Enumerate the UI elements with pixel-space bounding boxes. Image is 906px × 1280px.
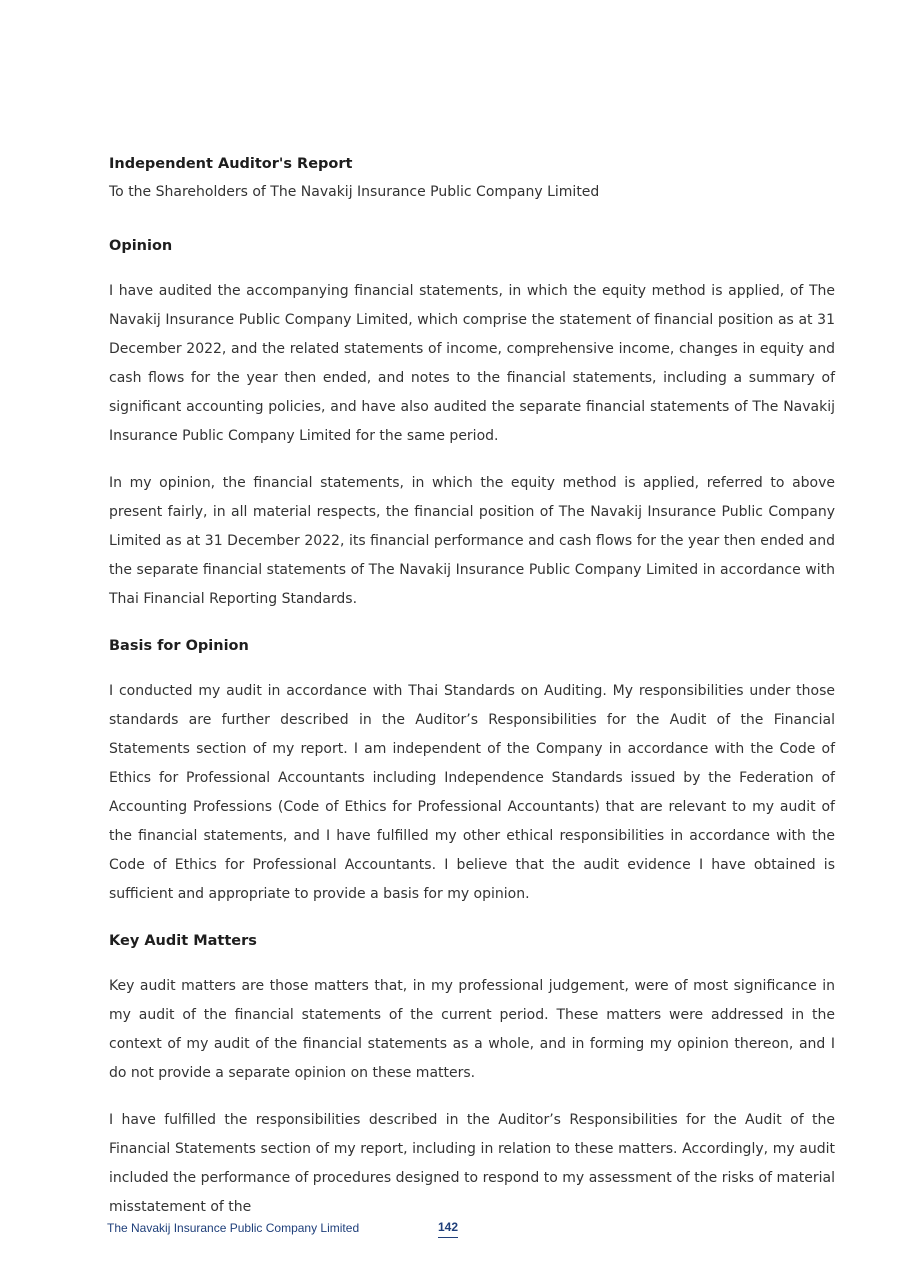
basis-heading: Basis for Opinion [109,638,249,654]
opinion-heading: Opinion [109,238,173,254]
opinion-paragraph-1: I have audited the accompanying financial statements, in which the equity method is applied, of The Navakij Insurance Public Company Limited, which comprise the statement of financial position as at 31 December 2022, and the related statements of income, comprehensive income, changes in equity and cash flows for the year then ended, and notes to the financial statements, including a summary of significant accounting policies, and have also audited the separate financial statements of The Navakij Insurance Public Company Limited for the same period. [109,283,835,444]
kam-paragraph-1: Key audit matters are those matters that, in my professional judgement, were of most significance in my audit of the financial statements of the current period. These matters were addressed in the context of my audit of the financial statements as a whole, and in forming my opinion thereon, and I do not provide a separate opinion on these matters. [109,978,835,1081]
basis-paragraph: I conducted my audit in accordance with Thai Standards on Auditing. My responsibilities under those standards are further described in the Auditor’s Responsibilities for the Audit of the Financial Statements section of my report. I am independent of the Company in accordance with the Code of Ethics for Professional Accountants including Independence Standards issued by the Federation of Accounting Professions (Code of Ethics for Professional Accountants) that are relevant to my audit of the financial statements, and I have fulfilled my other ethical responsibilities in accordance with the Code of Ethics for Professional Accountants. I believe that the audit evidence I have obtained is sufficient and appropriate to provide a basis for my opinion. [109,683,835,902]
footer-company-name: The Navakij Insurance Public Company Limited [107,1221,360,1235]
report-title: Independent Auditor's Report [109,156,353,172]
page-number: 142 [438,1219,458,1238]
report-body [109,152,835,1222]
opinion-paragraph-2: In my opinion, the financial statements, in which the equity method is applied, referred to above present fairly, in all material respects, the financial position of The Navakij Insurance Public Company Limited as at 31 December 2022, its financial performance and cash flows for the year then ended and the separate financial statements of The Navakij Insurance Public Company Limited in accordance with Thai Financial Reporting Standards. [109,475,835,607]
kam-paragraph-2: I have fulfilled the responsibilities described in the Auditor’s Responsibilities for the Audit of the Financial Statements section of my report, including in relation to these matters. Accordingly, my audit included the performance of procedures designed to respond to my assessment of the risks of material misstatement of the [109,1112,835,1215]
report-addressee: To the Shareholders of The Navakij Insurance Public Company Limited [109,184,600,200]
kam-heading: Key Audit Matters [109,933,257,949]
